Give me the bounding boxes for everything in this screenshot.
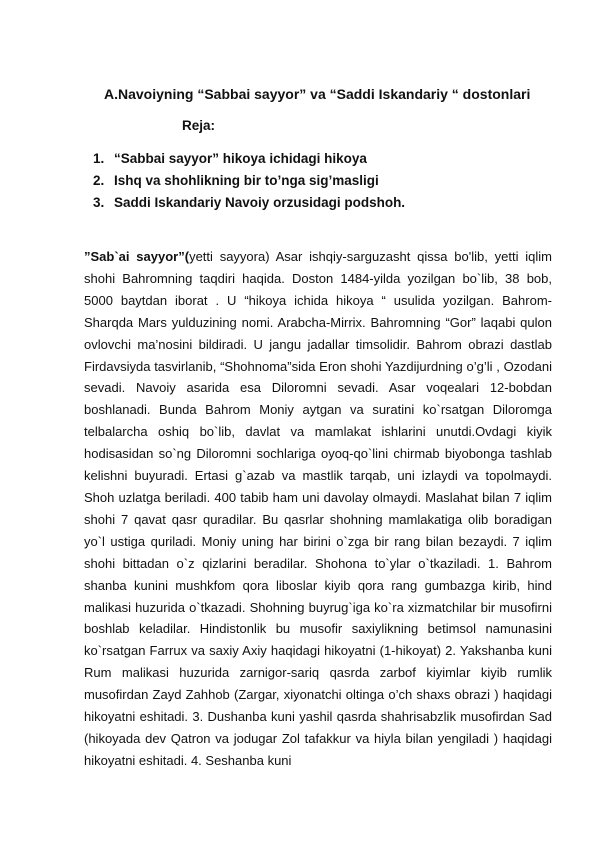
body-text: yetti sayyora) Asar ishqiy-sarguzasht qissa bo'lib, yetti iqlim shohi Bahromning taqdiri haqida. Doston 1484-yilda yozilgan bo`lib, 38 bob, 5000 baytdan iborat . U “hikoya ichida hikoya “ usulida yozilgan. Bahrom-Sharqda Mars yulduzining nomi. Arabcha-Mirrix. Bahromning “Gor” laqabi qulon ovlovchi ma’nosini bildiradi. U jangu jadallar timsolidir. Bahrom obrazi dastlab Firdavsiyda tasvirlanib, “Shohnoma”sida Eron shohi Yazdijurdning o’g’li , Ozodani sevadi. Navoiy asarida esa Diloromni sevadi. Asar voqealari 12-bobdan boshlanadi. Bunda Bahrom Moniy aytgan va suratini ko`rsatgan Diloromga telbalarcha oshiq bo`lib, davlat va mamlakat ishlarini unutdi.Ovdagi kiyik hodisasidan so`ng Diloromni sochlariga oyoq-qo`lini chirmab biyobonga tashlab kelishni buyuradi. Ertasi g`azab va mastlik tarqab, uni izlaydi va topolmaydi. Shoh uzlatga beriladi. 400 tabib ham uni davolay olmaydi. Maslahat bilan 7 iqlim shohi 7 qavat qasr quradilar. Bu qasrlar shohning mamlakatiga olib boradigan yo`l ustiga quriladi. Moniy uning har birini o`zga bir rang bilan bezaydi. 7 iqlim shohi bittadan o`z qizlarini beradilar. Shohona to`ylar o`tkaziladi. 1. Bahrom shanba kunini mushkfom qora liboslar kiyib qora rang gumbazga kirib, hind malikasi huzurida o`tkazadi. Shohning buyrug`iga ko`ra xizmatchilar bir musofirni boshlab keladilar. Hindistonlik bu musofir saxiylikning betimsol namunasini ko`rsatgan Farrux va saxiy Axiy haqidagi hikoyatni (1-hikoyat) 2. Yakshanba kuni Rum malikasi huzurida zarnigor-sariq qasrda zarbof kiyimlar kiyib rumlik musofirdan Zayd Zahhob (Zargar, xiyonatchi oltinga o’ch shaxs obrazi ) haqidagi hikoyatni eshitadi. 3. Dushanba kuni yashil qasrda shahrisabzlik musofirdan Sad (hikoyada dev Qatron va jodugar Zol tafakkur va hiyla bilan yengiladi ) haqidagi hikoyatni eshitadi. 4. Seshanba kuni [84, 249, 552, 768]
body-lead-term: ”Sab`ai sayyor”( [84, 249, 190, 264]
document-title: A.Navoiyning “Sabbai sayyor” va “Saddi Iskandariy “ dostonlari [104, 86, 531, 102]
plan-item-number: 1. [93, 151, 105, 166]
plan-item-text: Ishq va shohlikning bir to’nga sig’masligi [114, 173, 379, 188]
plan-item-number: 2. [93, 173, 105, 188]
plan-item-text: “Sabbai sayyor” hikoya ichidagi hikoya [114, 151, 367, 166]
plan-item [93, 148, 405, 170]
plan-list [93, 148, 405, 214]
body-paragraph [84, 246, 552, 772]
plan-item-number: 3. [93, 195, 105, 210]
plan-item [93, 192, 405, 214]
plan-item [93, 170, 405, 192]
plan-heading: Reja: [182, 118, 216, 133]
plan-item-text: Saddi Iskandariy Navoiy orzusidagi podshoh. [114, 195, 406, 210]
